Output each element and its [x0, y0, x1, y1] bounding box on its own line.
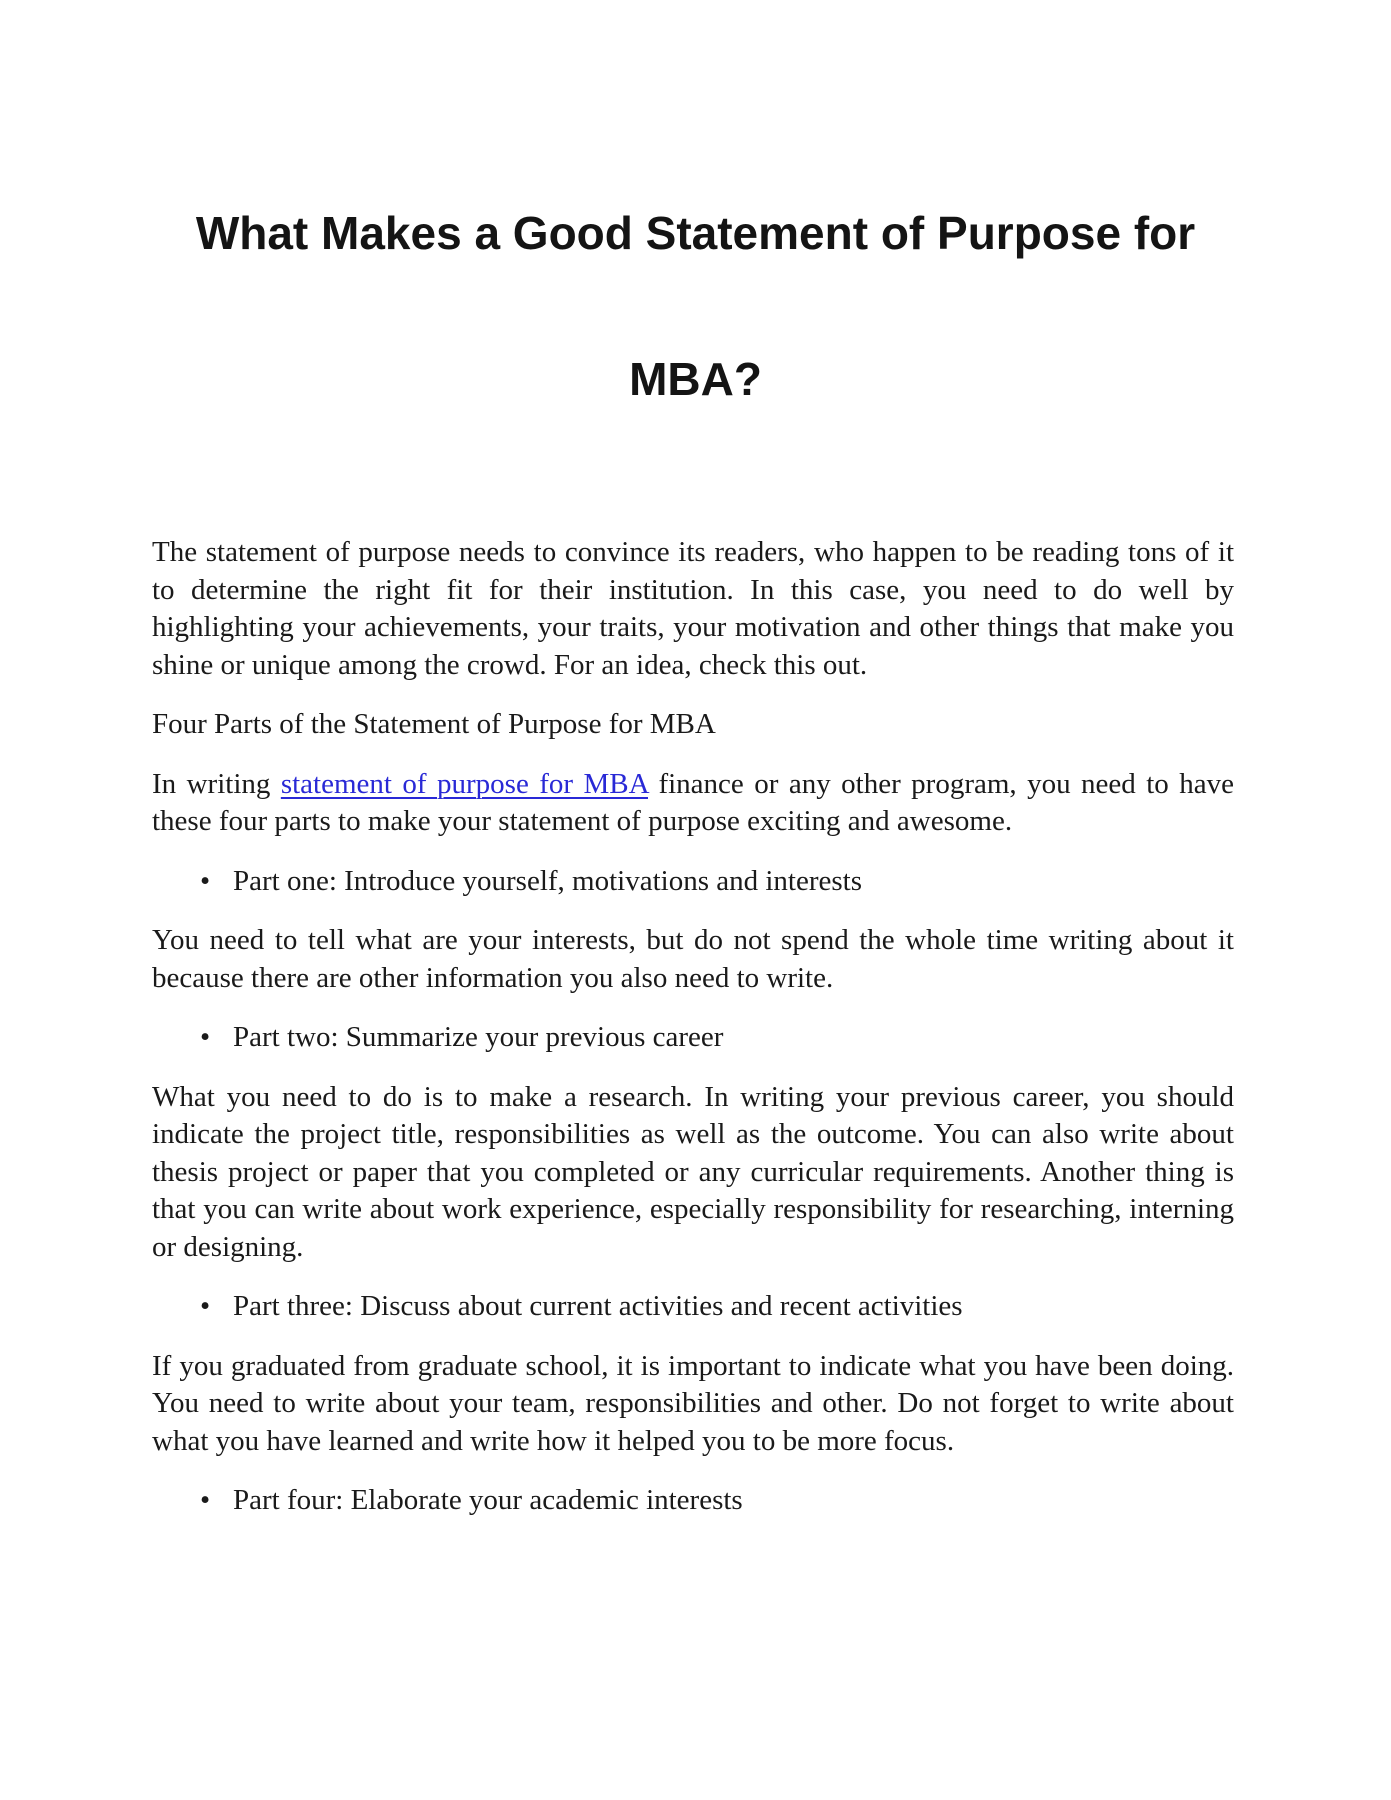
bullet-label-part-one: Part one: Introduce yourself, motivations and interests [233, 864, 862, 897]
statement-of-purpose-link[interactable]: statement of purpose for MBA [280, 767, 648, 800]
bullet-item-part-one [152, 863, 1234, 901]
bullet-label-part-two: Part two: Summarize your previous career [233, 1021, 724, 1053]
section-heading: Four Parts of the Statement of Purpose for MBA [152, 708, 716, 740]
bullet-icon: • [200, 1021, 211, 1053]
bullet-item-part-three [152, 1288, 1234, 1326]
bullet-item-part-four [152, 1482, 1234, 1520]
bullet-icon: • [200, 1484, 211, 1516]
bullet-icon: • [200, 864, 211, 897]
bullet-label-part-three: Part three: Discuss about current activities and recent activities [233, 1290, 963, 1322]
document-title [0, 160, 1391, 452]
title-line-1: What Makes a Good Statement of Purpose for [195, 207, 1196, 259]
paragraph-intro: The statement of purpose needs to convince its readers, who happen to be reading tons of it to determine the right fit for their institution. In this case, you need to do well by highlighting your achievements, your traits, your motivation and other things that make you shine or unique among the crowd. For an idea, check this out. [152, 536, 1234, 681]
bullet-item-part-two [152, 1019, 1234, 1057]
link-paragraph-prefix: In writing [152, 767, 281, 800]
link-paragraph-suffix: finance or any other program, you need to have these four parts to make your statement of purpose exciting and awesome. [152, 767, 1234, 837]
bullet-icon: • [200, 1290, 211, 1322]
paragraph-part-one: You need to tell what are your interests, but do not spend the whole time writing about it because there are other information you also need to write. [152, 924, 1234, 994]
bullet-label-part-four: Part four: Elaborate your academic interests [233, 1484, 743, 1516]
document-body [152, 534, 1234, 1520]
title-line-2: MBA? [629, 353, 762, 405]
paragraph-part-three: If you graduated from graduate school, it is important to indicate what you have been doing. You need to write about your team, responsibilities and other. Do not forget to write about what you have learned and write how it helped you to be more focus. [152, 1349, 1234, 1457]
paragraph-link [152, 766, 1234, 841]
paragraph-part-two: What you need to do is to make a research. In writing your previous career, you should indicate the project title, responsibilities as well as the outcome. You can also write about thesis project or paper that you completed or any curricular requirements. Another thing is that you can write about work experience, especially responsibility for researching, interning or designing. [152, 1080, 1234, 1263]
